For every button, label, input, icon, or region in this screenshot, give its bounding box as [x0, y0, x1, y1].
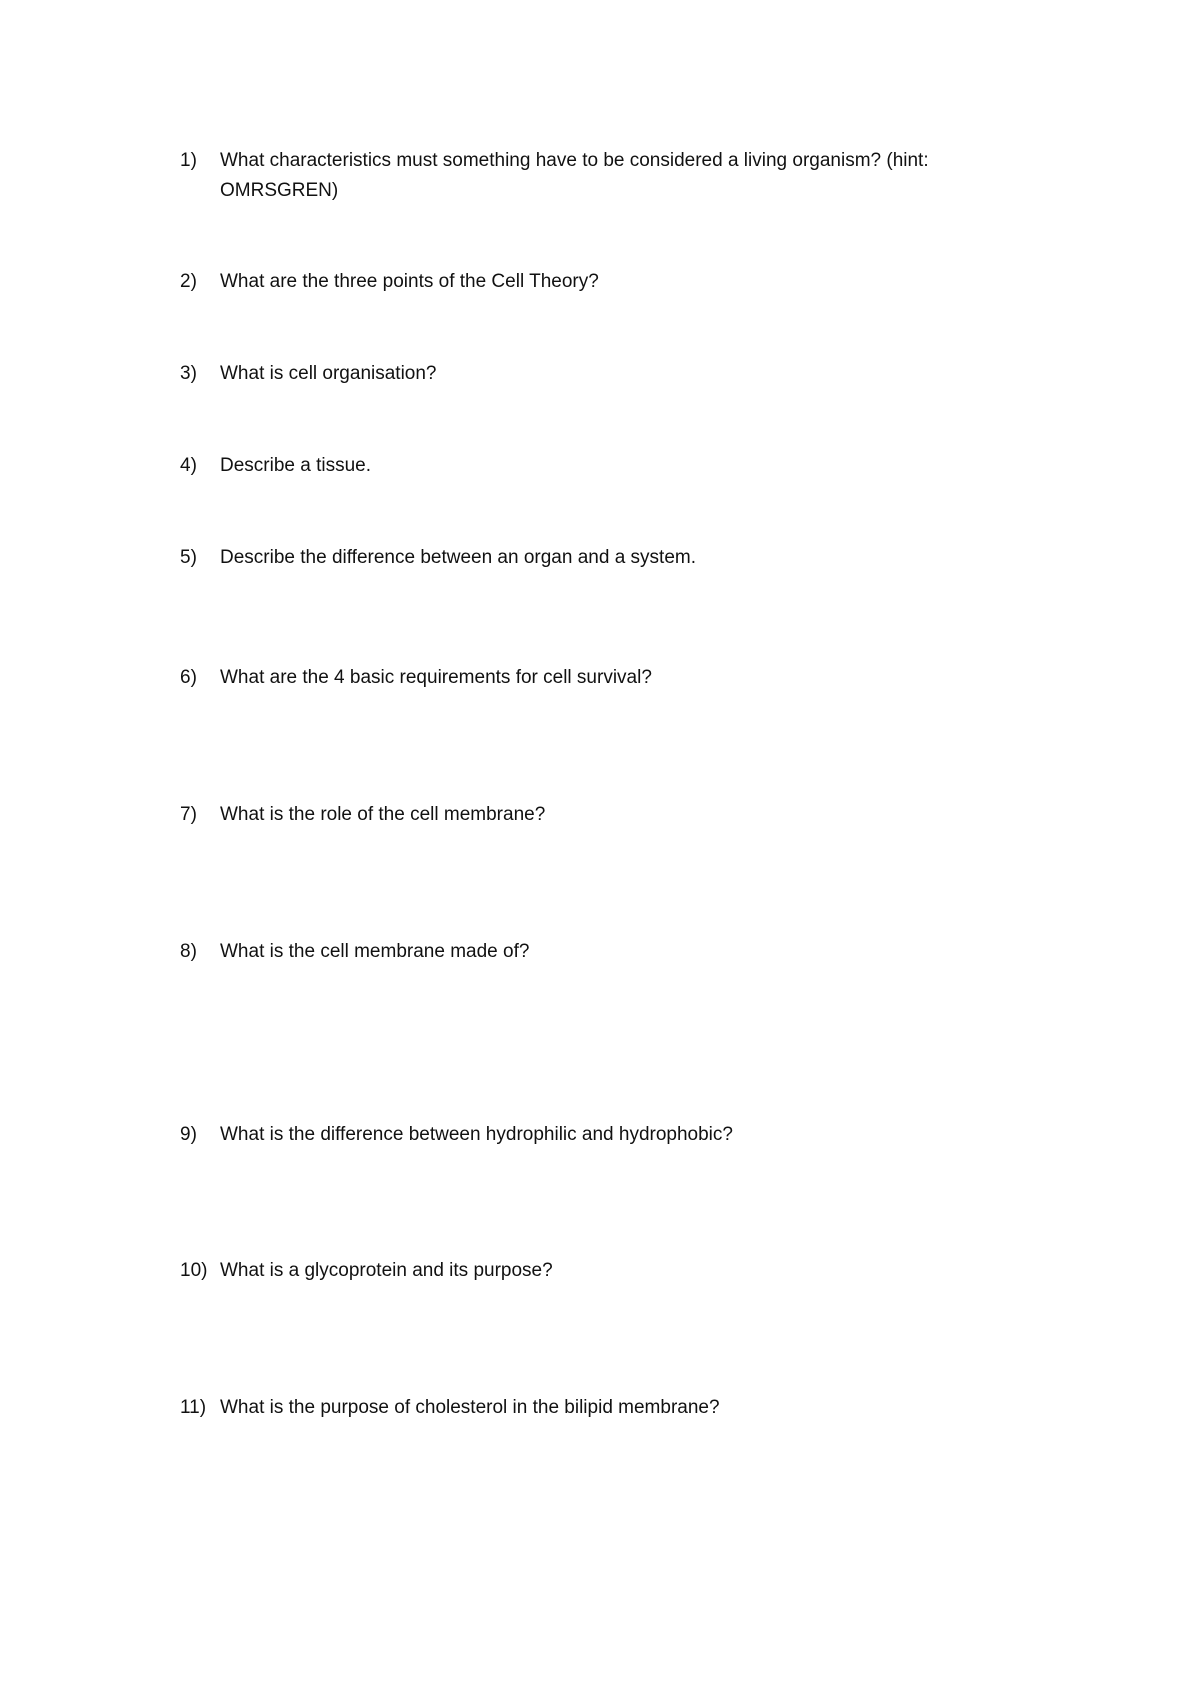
question-text: What is cell organisation? — [220, 363, 437, 384]
question-6 — [180, 663, 1000, 693]
question-number: 2) — [180, 271, 197, 292]
question-11 — [180, 1393, 1000, 1423]
question-text: What is the role of the cell membrane? — [220, 804, 546, 825]
question-text: Describe a tissue. — [220, 455, 372, 476]
question-text: What characteristics must something have to be considered a living organism? (hint: OMRSGREN) — [220, 150, 929, 201]
question-7 — [180, 800, 1000, 830]
question-number: 5) — [180, 547, 197, 568]
question-8 — [180, 937, 1000, 967]
question-number: 11) — [180, 1397, 207, 1418]
question-text: Describe the difference between an organ and a system. — [220, 547, 696, 568]
question-text: What is a glycoprotein and its purpose? — [220, 1260, 553, 1281]
question-2 — [180, 267, 1000, 297]
question-number: 9) — [180, 1124, 197, 1145]
question-number: 7) — [180, 804, 197, 825]
question-number: 6) — [180, 667, 197, 688]
question-text: What is the cell membrane made of? — [220, 941, 530, 962]
question-text: What is the difference between hydrophilic and hydrophobic? — [220, 1124, 733, 1145]
question-1 — [180, 146, 1000, 206]
question-number: 3) — [180, 363, 197, 384]
question-4 — [180, 451, 1000, 481]
question-3 — [180, 359, 1000, 389]
question-text: What is the purpose of cholesterol in the bilipid membrane? — [220, 1397, 720, 1418]
question-number: 10) — [180, 1260, 208, 1281]
question-number: 4) — [180, 455, 197, 476]
question-5 — [180, 543, 1000, 573]
question-9 — [180, 1120, 1000, 1150]
question-number: 1) — [180, 150, 197, 171]
question-text: What are the 4 basic requirements for cell survival? — [220, 667, 652, 688]
question-text: What are the three points of the Cell Theory? — [220, 271, 599, 292]
question-number: 8) — [180, 941, 197, 962]
question-10 — [180, 1256, 1000, 1286]
